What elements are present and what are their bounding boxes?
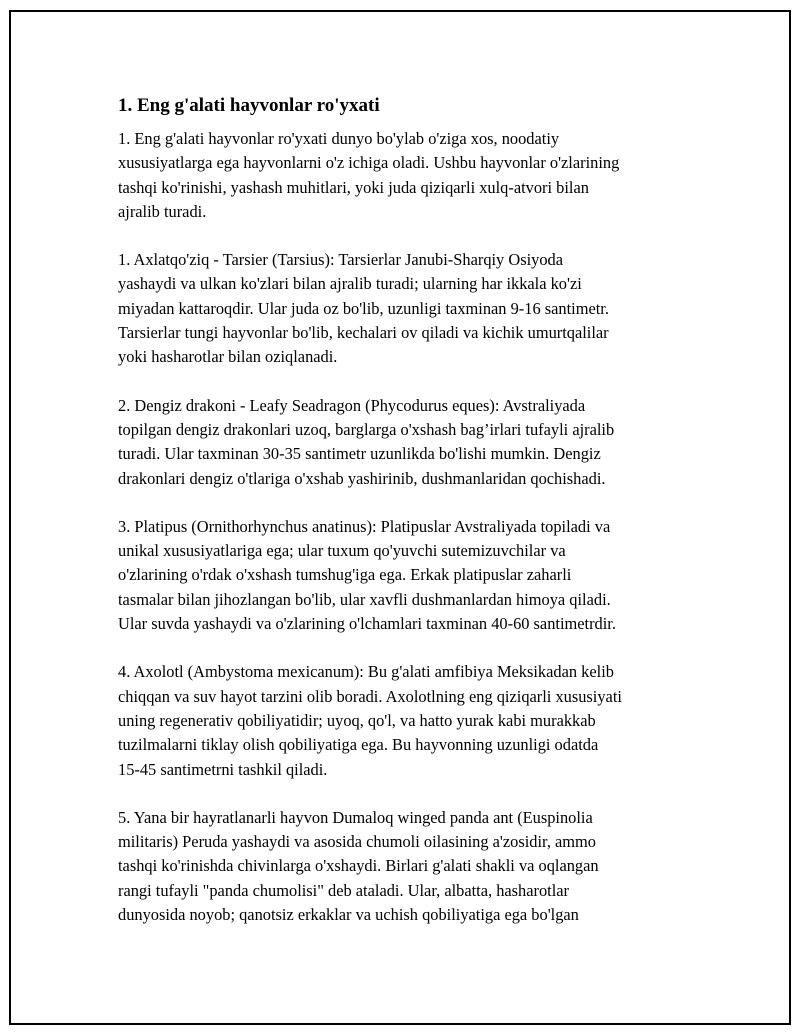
document-page xyxy=(9,10,791,1025)
intro-paragraph: 1. Eng g'alati hayvonlar ro'yxati dunyo bo'ylab o'ziga xos, noodatiy xususiyatlarga ega hayvonlarni o'z ichiga oladi. Ushbu hayvonlar o'zlarining tashqi ko'rinishi, yashash muhitlari, yoki juda qiziqarli xulq-atvori bilan ajralib turadi. xyxy=(118,129,620,221)
document-content xyxy=(118,94,698,951)
document-title: 1. Eng g'alati hayvonlar ro'yxati xyxy=(118,95,380,116)
axolotl-paragraph: 4. Axolotl (Ambystoma mexicanum): Bu g'alati amfibiya Meksikadan kelib chiqqan va suv hayot tarzini olib boradi. Axolotlning eng qiziqarli xususiyati uning regenerativ qobiliyatidir; uyoq, qo'l, va hatto yurak kabi murakkab tuzilmalarni tiklay olish qobiliyatiga ega. Bu hayvonning uzunligi odatda 15-45 santimetrni tashkil qiladi. xyxy=(118,662,622,779)
panda-ant-paragraph: 5. Yana bir hayratlanarli hayvon Dumaloq winged panda ant (Euspinolia militaris) Peruda yashaydi va asosida chumoli oilasining a'zosidir, ammo tashqi ko'rinishda chivinlarga o'xshaydi. Birlari g'alati shakli va oqlangan rangi tufayli "panda chumolisi" deb ataladi. Ular, albatta, hasharotlar dunyosida noyob; qanotsiz erkaklar va uchish qobiliyatiga ega bo'lgan xyxy=(118,807,599,925)
seadragon-paragraph: 2. Dengiz drakoni - Leafy Seadragon (Phycodurus eques): Avstraliyada topilgan dengiz drakonlari uzoq, barglarga o'xshash bag’irlari tufayli ajralib turadi. Ular taxminan 30-35 santimetr uzunlikda bo'lishi mumkin. Dengiz drakonlari dengiz o'tlariga o'xshab yashirinib, dushmanlaridan qochishadi. xyxy=(118,395,615,488)
tarsier-paragraph: 1. Axlatqo'ziq - Tarsier (Tarsius): Tarsierlar Janubi-Sharqiy Osiyoda yashaydi va ulkan ko'zlari bilan ajralib turadi; ularning har ikkala ko'zi miyadan kattaroqdir. Ular juda oz bo'lib, uzunligi taxminan 9-16 santimetr. Tarsierlar tungi hayvonlar bo'lib, kechalari ov qiladi va kichik umurtqalilar yoki hasharotlar bilan oziqlanadi. xyxy=(118,250,609,367)
platypus-paragraph: 3. Platipus (Ornithorhynchus anatinus): Platipuslar Avstraliyada topiladi va unikal xususiyatlariga ega; ular tuxum qo'yuvchi sutemizuvchilar va o'zlarining o'rdak o'xshash tumshug'iga ega. Erkak platipuslar zaharli tasmalar bilan jihozlangan bo'lib, ular xavfli dushmanlardan himoya qiladi. Ular suvda yashaydi va o'zlarining o'lchamlari taxminan 40-60 santimetrdir. xyxy=(118,516,616,634)
